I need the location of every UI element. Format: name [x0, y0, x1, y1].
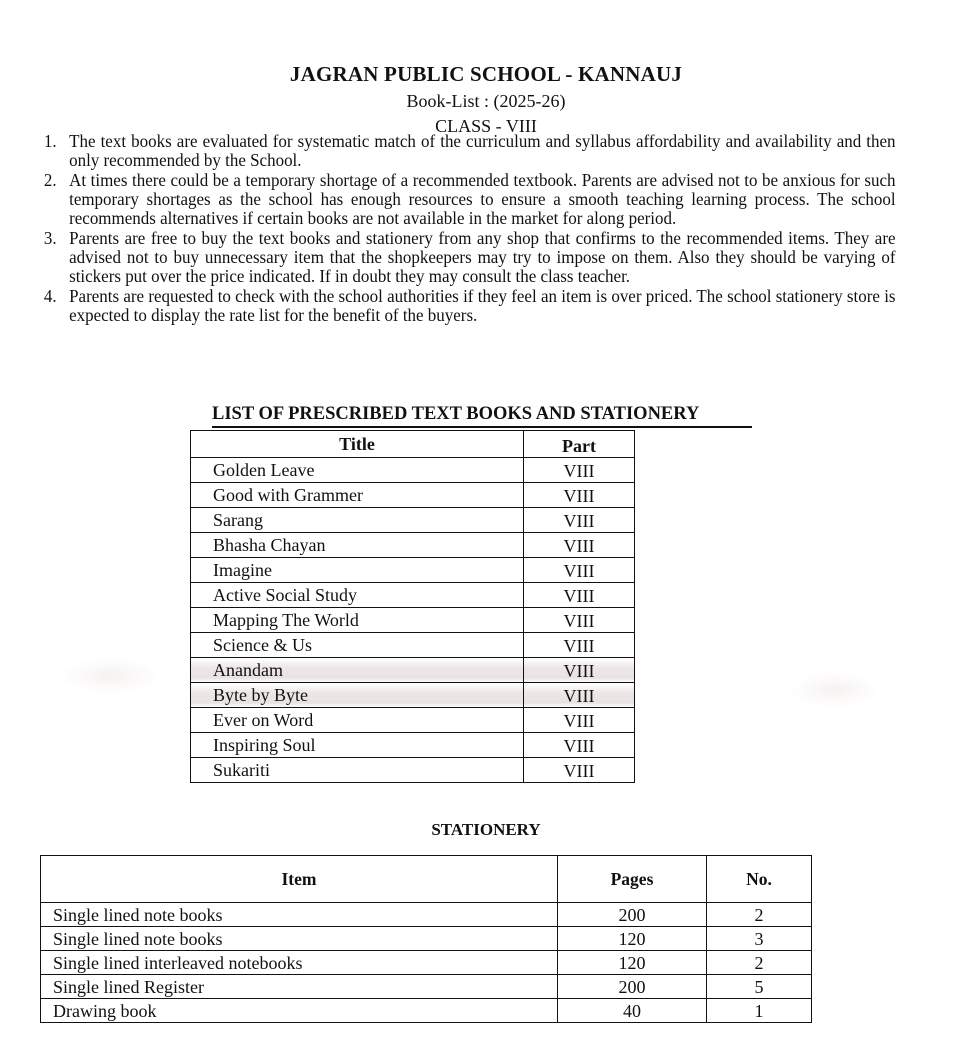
stationery-pages: 200 — [558, 975, 707, 999]
book-title: Ever on Word — [191, 708, 524, 733]
school-name-heading: JAGRAN PUBLIC SCHOOL - KANNAUJ — [289, 62, 683, 86]
book-part: VIII — [524, 483, 635, 508]
stationery-section-heading: STATIONERY — [431, 820, 541, 839]
instruction-number: 2. — [43, 170, 57, 190]
book-part: VIII — [524, 658, 635, 683]
stationery-quantity: 5 — [707, 975, 812, 999]
scan-smudge — [60, 658, 160, 694]
instruction-text: Parents are free to buy the text books and stationery from any shop that confirms to the recommended items. They are advised not to buy unnecessary item that the shopkeepers may try to impose on them. Also they should be varying of stickers put over the price indicated. If in doubt they may consult the class teacher. — [69, 228, 896, 286]
stationery-pages: 200 — [558, 903, 707, 927]
book-part: VIII — [524, 683, 635, 708]
table-header-row — [41, 856, 812, 903]
column-header-part: Part — [524, 431, 635, 458]
book-part: VIII — [524, 508, 635, 533]
stationery-item: Single lined interleaved notebooks — [41, 951, 558, 975]
book-title: Active Social Study — [191, 583, 524, 608]
stationery-quantity: 1 — [707, 999, 812, 1023]
book-title: Inspiring Soul — [191, 733, 524, 758]
table-row — [41, 927, 812, 951]
instruction-item — [40, 132, 896, 170]
instruction-item — [40, 229, 896, 286]
stationery-item: Single lined note books — [41, 927, 558, 951]
class-label: CLASS - VIII — [435, 116, 537, 136]
column-header-title: Title — [191, 431, 524, 458]
scan-smudge — [790, 672, 880, 708]
book-title: Byte by Byte — [191, 683, 524, 708]
book-title: Anandam — [191, 658, 524, 683]
book-part: VIII — [524, 633, 635, 658]
book-part: VIII — [524, 583, 635, 608]
instruction-number: 1. — [43, 131, 57, 151]
table-row — [191, 558, 635, 583]
books-table — [190, 430, 635, 783]
book-title: Sarang — [191, 508, 524, 533]
stationery-item: Drawing book — [41, 999, 558, 1023]
book-title: Mapping The World — [191, 608, 524, 633]
stationery-pages: 40 — [558, 999, 707, 1023]
table-row — [41, 951, 812, 975]
column-header-pages: Pages — [558, 856, 707, 903]
book-list-year: Book-List : (2025-26) — [406, 91, 566, 111]
instruction-text: At times there could be a temporary shortage of a recommended textbook. Parents are advised not to be anxious for such temporary shortages as the school has enough resources to ensure a smooth teaching learning process. The school recommends alternatives if certain books are not available in the market for along period. — [69, 170, 896, 228]
table-row — [191, 658, 635, 683]
book-part: VIII — [524, 758, 635, 783]
book-title: Sukariti — [191, 758, 524, 783]
table-row — [41, 999, 812, 1023]
table-row — [191, 458, 635, 483]
book-title: Good with Grammer — [191, 483, 524, 508]
stationery-table — [40, 855, 812, 1023]
table-row — [191, 683, 635, 708]
books-section-heading: LIST OF PRESCRIBED TEXT BOOKS AND STATIONERY — [212, 404, 752, 428]
instruction-number: 3. — [43, 228, 57, 248]
book-part: VIII — [524, 608, 635, 633]
book-title: Golden Leave — [191, 458, 524, 483]
column-header-number: No. — [707, 856, 812, 903]
stationery-pages: 120 — [558, 927, 707, 951]
book-part: VIII — [524, 458, 635, 483]
table-row — [191, 533, 635, 558]
stationery-pages: 120 — [558, 951, 707, 975]
table-row — [191, 483, 635, 508]
instruction-number: 4. — [43, 286, 57, 306]
table-row — [191, 633, 635, 658]
table-header-row — [191, 431, 635, 458]
table-row — [191, 708, 635, 733]
table-row — [191, 608, 635, 633]
column-header-item: Item — [41, 856, 558, 903]
instruction-item — [40, 287, 896, 325]
table-row — [191, 733, 635, 758]
book-part: VIII — [524, 558, 635, 583]
instruction-item — [40, 171, 896, 228]
book-title: Bhasha Chayan — [191, 533, 524, 558]
book-part: VIII — [524, 533, 635, 558]
table-row — [191, 583, 635, 608]
table-row — [41, 975, 812, 999]
stationery-item: Single lined note books — [41, 903, 558, 927]
table-row — [41, 903, 812, 927]
stationery-quantity: 2 — [707, 951, 812, 975]
instruction-text: The text books are evaluated for systematic match of the curriculum and syllabus affordability and availability and then only recommended by the School. — [69, 131, 896, 170]
table-row — [191, 758, 635, 783]
instructions-list — [40, 132, 922, 326]
book-title: Imagine — [191, 558, 524, 583]
table-row — [191, 508, 635, 533]
stationery-item: Single lined Register — [41, 975, 558, 999]
stationery-quantity: 2 — [707, 903, 812, 927]
stationery-quantity: 3 — [707, 927, 812, 951]
instruction-text: Parents are requested to check with the school authorities if they feel an item is over priced. The school stationery store is expected to display the rate list for the benefit of the buyers. — [69, 286, 896, 325]
book-part: VIII — [524, 733, 635, 758]
book-title: Science & Us — [191, 633, 524, 658]
book-part: VIII — [524, 708, 635, 733]
